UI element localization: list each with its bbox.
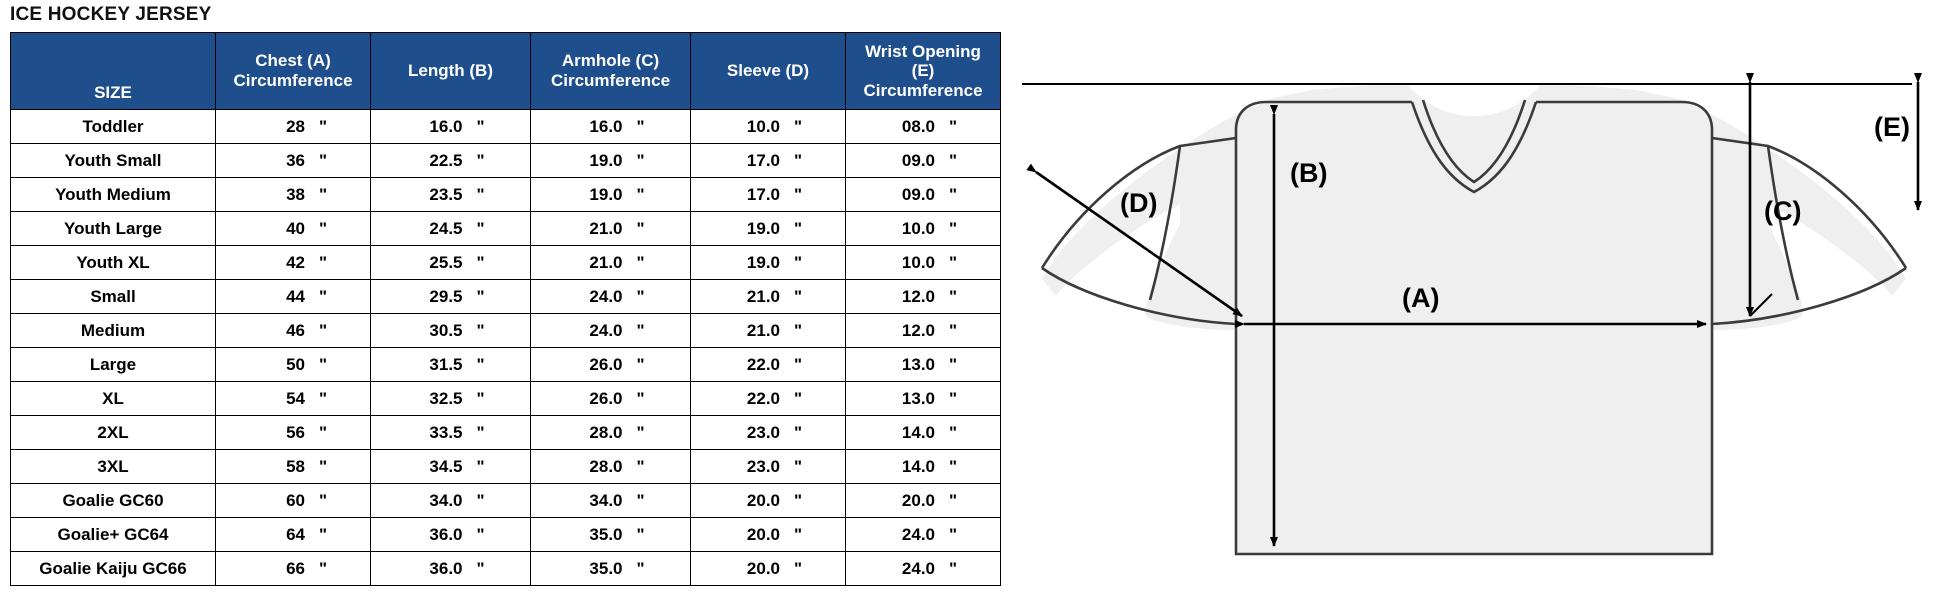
column-header-wrist <box>846 33 1001 110</box>
cell-length <box>371 450 531 484</box>
table-body <box>11 110 1001 586</box>
cell-chest-unit: " <box>319 320 328 340</box>
table-row <box>11 178 1001 212</box>
cell-length <box>371 416 531 450</box>
cell-sleeve <box>691 110 846 144</box>
cell-wrist-value: 10.0 <box>901 252 935 272</box>
cell-wrist-value: 09.0 <box>901 150 935 170</box>
cell-wrist-unit: " <box>949 184 958 204</box>
table-row <box>11 382 1001 416</box>
cell-chest-unit: " <box>319 150 328 170</box>
cell-armhole <box>531 246 691 280</box>
cell-length-unit: " <box>476 456 485 476</box>
cell-wrist-value: 14.0 <box>901 456 935 476</box>
cell-length <box>371 178 531 212</box>
cell-size: 2XL <box>11 416 216 450</box>
table-row <box>11 450 1001 484</box>
cell-sleeve <box>691 348 846 382</box>
table-row <box>11 552 1001 586</box>
cell-chest-value: 40 <box>286 218 305 238</box>
cell-armhole <box>531 416 691 450</box>
cell-sleeve <box>691 518 846 552</box>
cell-wrist-unit: " <box>949 320 958 340</box>
cell-sleeve-unit: " <box>794 558 803 578</box>
cell-size: Medium <box>11 314 216 348</box>
cell-length <box>371 382 531 416</box>
cell-length-unit: " <box>476 388 485 408</box>
cell-size: Youth Small <box>11 144 216 178</box>
cell-sleeve <box>691 144 846 178</box>
size-table-container <box>10 32 1000 586</box>
cell-length <box>371 552 531 586</box>
cell-length-unit: " <box>476 524 485 544</box>
cell-size: Goalie+ GC64 <box>11 518 216 552</box>
cell-armhole-unit: " <box>636 184 645 204</box>
cell-armhole-value: 35.0 <box>589 524 623 544</box>
cell-chest <box>216 144 371 178</box>
cell-chest-value: 60 <box>286 490 305 510</box>
cell-size: Toddler <box>11 110 216 144</box>
cell-wrist-unit: " <box>949 456 958 476</box>
cell-armhole-unit: " <box>636 320 645 340</box>
column-header-size-label: SIZE <box>94 83 132 103</box>
cell-length-unit: " <box>476 320 485 340</box>
cell-length-value: 24.5 <box>429 218 463 238</box>
cell-chest-unit: " <box>319 286 328 306</box>
cell-size: Large <box>11 348 216 382</box>
cell-wrist <box>846 246 1001 280</box>
cell-length <box>371 280 531 314</box>
cell-chest-value: 42 <box>286 252 305 272</box>
cell-sleeve-unit: " <box>794 524 803 544</box>
cell-size: 3XL <box>11 450 216 484</box>
cell-length <box>371 212 531 246</box>
cell-chest-value: 38 <box>286 184 305 204</box>
cell-length <box>371 246 531 280</box>
cell-sleeve-value: 10.0 <box>746 116 780 136</box>
cell-chest-unit: " <box>319 456 328 476</box>
cell-length-unit: " <box>476 150 485 170</box>
cell-chest <box>216 416 371 450</box>
cell-armhole-unit: " <box>636 150 645 170</box>
cell-armhole <box>531 178 691 212</box>
size-chart-table <box>10 32 1001 586</box>
cell-sleeve-value: 20.0 <box>746 490 780 510</box>
cell-length-unit: " <box>476 116 485 136</box>
table-row <box>11 348 1001 382</box>
cell-sleeve-unit: " <box>794 116 803 136</box>
cell-sleeve <box>691 552 846 586</box>
cell-armhole-unit: " <box>636 388 645 408</box>
cell-sleeve <box>691 450 846 484</box>
table-row <box>11 144 1001 178</box>
cell-sleeve-unit: " <box>794 184 803 204</box>
cell-chest-value: 66 <box>286 558 305 578</box>
cell-length-unit: " <box>476 218 485 238</box>
cell-wrist-unit: " <box>949 252 958 272</box>
cell-size: Youth Medium <box>11 178 216 212</box>
cell-armhole <box>531 518 691 552</box>
cell-length-value: 34.0 <box>429 490 463 510</box>
cell-sleeve-value: 19.0 <box>746 218 780 238</box>
cell-length <box>371 110 531 144</box>
cell-armhole-value: 26.0 <box>589 354 623 374</box>
cell-length-value: 32.5 <box>429 388 463 408</box>
cell-wrist-unit: " <box>949 116 958 136</box>
column-header-size <box>11 33 216 110</box>
cell-chest <box>216 348 371 382</box>
dimension-label-armhole: (C) <box>1764 196 1802 226</box>
column-header-length-line1: Length (B) <box>408 61 493 81</box>
cell-chest <box>216 178 371 212</box>
cell-size: Goalie Kaiju GC66 <box>11 552 216 586</box>
cell-wrist <box>846 348 1001 382</box>
column-header-length <box>371 33 531 110</box>
cell-armhole-value: 28.0 <box>589 456 623 476</box>
cell-armhole-value: 21.0 <box>589 252 623 272</box>
cell-length-value: 33.5 <box>429 422 463 442</box>
cell-wrist-unit: " <box>949 218 958 238</box>
cell-wrist-unit: " <box>949 388 958 408</box>
cell-length-value: 25.5 <box>429 252 463 272</box>
cell-armhole-unit: " <box>636 218 645 238</box>
cell-chest-unit: " <box>319 524 328 544</box>
cell-sleeve <box>691 280 846 314</box>
cell-wrist <box>846 416 1001 450</box>
table-row <box>11 280 1001 314</box>
cell-armhole-unit: " <box>636 456 645 476</box>
cell-chest-value: 56 <box>286 422 305 442</box>
cell-sleeve <box>691 484 846 518</box>
cell-armhole <box>531 450 691 484</box>
cell-chest <box>216 518 371 552</box>
cell-sleeve-unit: " <box>794 252 803 272</box>
cell-wrist-value: 08.0 <box>901 116 935 136</box>
cell-chest <box>216 110 371 144</box>
cell-length-unit: " <box>476 422 485 442</box>
column-header-chest <box>216 33 371 110</box>
cell-wrist-unit: " <box>949 490 958 510</box>
cell-chest <box>216 280 371 314</box>
jersey-diagram <box>1012 24 1936 584</box>
cell-chest <box>216 246 371 280</box>
cell-wrist <box>846 280 1001 314</box>
cell-sleeve <box>691 246 846 280</box>
cell-wrist <box>846 552 1001 586</box>
cell-armhole-value: 28.0 <box>589 422 623 442</box>
cell-chest-value: 54 <box>286 388 305 408</box>
cell-length <box>371 348 531 382</box>
cell-sleeve-unit: " <box>794 150 803 170</box>
cell-armhole <box>531 280 691 314</box>
cell-size: Youth Large <box>11 212 216 246</box>
cell-armhole-value: 26.0 <box>589 388 623 408</box>
cell-wrist <box>846 178 1001 212</box>
cell-chest-value: 58 <box>286 456 305 476</box>
cell-chest <box>216 552 371 586</box>
cell-chest-unit: " <box>319 116 328 136</box>
cell-chest-unit: " <box>319 422 328 442</box>
cell-wrist-unit: " <box>949 524 958 544</box>
cell-length-value: 30.5 <box>429 320 463 340</box>
cell-armhole-unit: " <box>636 524 645 544</box>
cell-wrist-value: 14.0 <box>901 422 935 442</box>
cell-chest-unit: " <box>319 218 328 238</box>
cell-armhole <box>531 144 691 178</box>
cell-armhole-unit: " <box>636 252 645 272</box>
dimension-label-chest: (A) <box>1402 283 1440 313</box>
cell-sleeve-value: 22.0 <box>746 354 780 374</box>
cell-armhole <box>531 314 691 348</box>
cell-armhole-value: 19.0 <box>589 150 623 170</box>
dimension-wrist-e <box>1874 82 1918 210</box>
cell-length-value: 23.5 <box>429 184 463 204</box>
cell-armhole-value: 16.0 <box>589 116 623 136</box>
cell-sleeve-unit: " <box>794 388 803 408</box>
table-row <box>11 110 1001 144</box>
cell-chest-value: 36 <box>286 150 305 170</box>
cell-length <box>371 144 531 178</box>
cell-size: Youth XL <box>11 246 216 280</box>
cell-sleeve-value: 20.0 <box>746 558 780 578</box>
cell-chest <box>216 484 371 518</box>
cell-sleeve-value: 19.0 <box>746 252 780 272</box>
cell-sleeve <box>691 212 846 246</box>
cell-armhole-value: 24.0 <box>589 286 623 306</box>
column-header-chest-line2: Circumference <box>233 71 353 90</box>
cell-armhole <box>531 484 691 518</box>
cell-chest-value: 44 <box>286 286 305 306</box>
table-row <box>11 246 1001 280</box>
cell-wrist <box>846 382 1001 416</box>
cell-armhole-value: 35.0 <box>589 558 623 578</box>
column-header-wrist-line3: Circumference <box>863 80 983 100</box>
cell-wrist-value: 24.0 <box>901 558 935 578</box>
cell-armhole-value: 21.0 <box>589 218 623 238</box>
cell-chest-unit: " <box>319 388 328 408</box>
cell-chest-value: 46 <box>286 320 305 340</box>
cell-armhole <box>531 348 691 382</box>
cell-sleeve-unit: " <box>794 456 803 476</box>
cell-wrist <box>846 314 1001 348</box>
cell-wrist-value: 09.0 <box>901 184 935 204</box>
cell-wrist-value: 24.0 <box>901 524 935 544</box>
column-header-wrist-line2: (E) <box>911 61 935 81</box>
page-title: ICE HOCKEY JERSEY <box>10 4 212 25</box>
cell-length-value: 16.0 <box>429 116 463 136</box>
cell-wrist-value: 13.0 <box>901 354 935 374</box>
column-header-chest-line1: Chest (A) <box>255 51 331 71</box>
cell-chest-value: 64 <box>286 524 305 544</box>
cell-sleeve-unit: " <box>794 490 803 510</box>
cell-length-value: 36.0 <box>429 524 463 544</box>
cell-sleeve-value: 17.0 <box>746 184 780 204</box>
cell-sleeve-unit: " <box>794 354 803 374</box>
dimension-label-sleeve: (D) <box>1120 188 1158 218</box>
cell-sleeve-value: 21.0 <box>746 286 780 306</box>
cell-chest <box>216 212 371 246</box>
cell-wrist <box>846 212 1001 246</box>
column-header-armhole <box>531 33 691 110</box>
cell-sleeve <box>691 416 846 450</box>
dimension-label-length: (B) <box>1290 158 1328 188</box>
cell-wrist <box>846 144 1001 178</box>
cell-chest-unit: " <box>319 184 328 204</box>
cell-armhole-unit: " <box>636 490 645 510</box>
table-row <box>11 314 1001 348</box>
cell-armhole <box>531 110 691 144</box>
column-header-sleeve-line1: Sleeve (D) <box>726 61 810 81</box>
cell-chest-unit: " <box>319 252 328 272</box>
cell-sleeve <box>691 314 846 348</box>
table-row <box>11 416 1001 450</box>
cell-sleeve-value: 21.0 <box>746 320 780 340</box>
cell-sleeve-value: 22.0 <box>746 388 780 408</box>
cell-chest-unit: " <box>319 490 328 510</box>
cell-sleeve-value: 23.0 <box>746 456 780 476</box>
cell-length-unit: " <box>476 558 485 578</box>
cell-wrist-unit: " <box>949 286 958 306</box>
cell-wrist-value: 10.0 <box>901 218 935 238</box>
cell-length-value: 31.5 <box>429 354 463 374</box>
cell-wrist-unit: " <box>949 354 958 374</box>
column-header-armhole-line1: Armhole (C) <box>561 51 660 71</box>
cell-wrist <box>846 110 1001 144</box>
cell-length-value: 29.5 <box>429 286 463 306</box>
cell-armhole <box>531 552 691 586</box>
cell-armhole-unit: " <box>636 286 645 306</box>
cell-length-unit: " <box>476 252 485 272</box>
cell-chest <box>216 450 371 484</box>
cell-chest <box>216 314 371 348</box>
cell-chest <box>216 382 371 416</box>
cell-sleeve-unit: " <box>794 286 803 306</box>
cell-sleeve-value: 17.0 <box>746 150 780 170</box>
cell-length <box>371 484 531 518</box>
cell-length-value: 34.5 <box>429 456 463 476</box>
cell-sleeve <box>691 178 846 212</box>
cell-length-unit: " <box>476 184 485 204</box>
cell-length <box>371 314 531 348</box>
table-row <box>11 484 1001 518</box>
cell-length-value: 36.0 <box>429 558 463 578</box>
cell-chest-unit: " <box>319 354 328 374</box>
cell-wrist-value: 12.0 <box>901 320 935 340</box>
cell-wrist-value: 13.0 <box>901 388 935 408</box>
cell-wrist-value: 12.0 <box>901 286 935 306</box>
cell-size: Goalie GC60 <box>11 484 216 518</box>
cell-length-value: 22.5 <box>429 150 463 170</box>
cell-wrist-unit: " <box>949 150 958 170</box>
cell-armhole <box>531 382 691 416</box>
cell-chest-value: 28 <box>286 116 305 136</box>
cell-wrist <box>846 484 1001 518</box>
column-header-armhole-line2: Circumference <box>550 71 671 90</box>
cell-wrist-unit: " <box>949 558 958 578</box>
dimension-label-wrist: (E) <box>1874 112 1910 142</box>
cell-armhole <box>531 212 691 246</box>
cell-armhole-value: 34.0 <box>589 490 623 510</box>
cell-armhole-unit: " <box>636 116 645 136</box>
table-header-row <box>11 33 1001 110</box>
cell-chest-unit: " <box>319 558 328 578</box>
cell-size: XL <box>11 382 216 416</box>
cell-wrist <box>846 518 1001 552</box>
cell-chest-value: 50 <box>286 354 305 374</box>
cell-wrist <box>846 450 1001 484</box>
table-row <box>11 518 1001 552</box>
column-header-sleeve <box>691 33 846 110</box>
cell-armhole-value: 19.0 <box>589 184 623 204</box>
cell-sleeve-value: 20.0 <box>746 524 780 544</box>
cell-length-unit: " <box>476 354 485 374</box>
cell-sleeve-unit: " <box>794 320 803 340</box>
cell-length-unit: " <box>476 286 485 306</box>
cell-sleeve <box>691 382 846 416</box>
cell-length <box>371 518 531 552</box>
cell-wrist-value: 20.0 <box>901 490 935 510</box>
jersey-silhouette <box>1042 84 1906 554</box>
cell-sleeve-unit: " <box>794 422 803 442</box>
cell-armhole-unit: " <box>636 558 645 578</box>
cell-armhole-unit: " <box>636 422 645 442</box>
cell-size: Small <box>11 280 216 314</box>
cell-armhole-unit: " <box>636 354 645 374</box>
table-header <box>11 33 1001 110</box>
cell-armhole-value: 24.0 <box>589 320 623 340</box>
cell-length-unit: " <box>476 490 485 510</box>
cell-wrist-unit: " <box>949 422 958 442</box>
column-header-wrist-line1: Wrist Opening <box>865 41 981 61</box>
cell-sleeve-unit: " <box>794 218 803 238</box>
cell-sleeve-value: 23.0 <box>746 422 780 442</box>
table-row <box>11 212 1001 246</box>
